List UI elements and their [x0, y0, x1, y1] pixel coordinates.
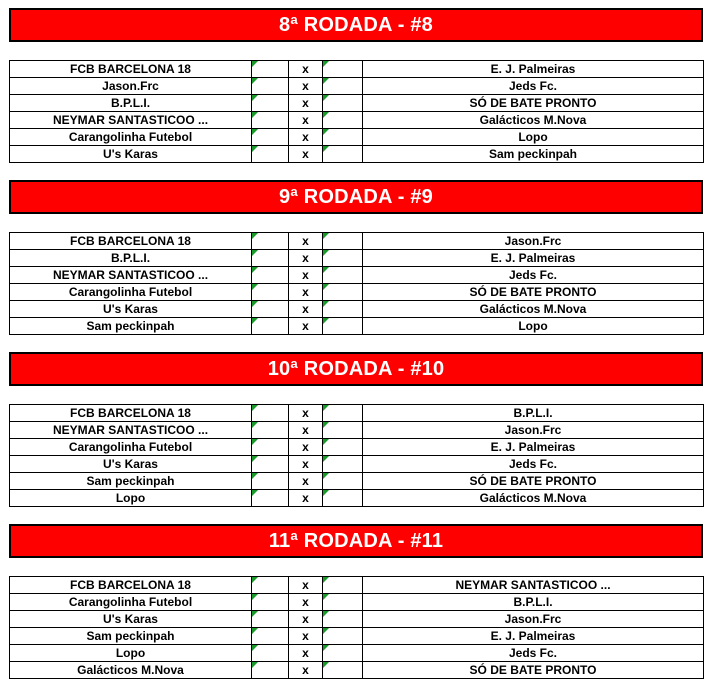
away-score-cell[interactable] — [323, 95, 363, 112]
home-team: Lopo — [10, 645, 252, 662]
away-score-cell[interactable] — [323, 233, 363, 250]
match-row — [10, 95, 704, 112]
away-team: B.P.L.I. — [363, 594, 704, 611]
match-row — [10, 645, 704, 662]
home-team: U's Karas — [10, 301, 252, 318]
away-score-cell[interactable] — [323, 112, 363, 129]
match-row — [10, 439, 704, 456]
home-team: Carangolinha Futebol — [10, 284, 252, 301]
away-team: SÓ DE BATE PRONTO — [363, 662, 704, 679]
match-table — [9, 60, 704, 163]
away-score-cell[interactable] — [323, 628, 363, 645]
home-team: Sam peckinpah — [10, 628, 252, 645]
home-score-cell[interactable] — [252, 112, 289, 129]
away-score-cell[interactable] — [323, 456, 363, 473]
away-score-cell[interactable] — [323, 611, 363, 628]
home-team: Sam peckinpah — [10, 318, 252, 335]
away-score-cell[interactable] — [323, 439, 363, 456]
away-team: E. J. Palmeiras — [363, 628, 704, 645]
match-row — [10, 233, 704, 250]
versus-label: x — [289, 577, 323, 594]
match-row — [10, 112, 704, 129]
versus-label: x — [289, 405, 323, 422]
round-block — [9, 352, 703, 505]
round-block — [9, 180, 703, 333]
away-team: SÓ DE BATE PRONTO — [363, 473, 704, 490]
match-row — [10, 78, 704, 95]
home-team: Jason.Frc — [10, 78, 252, 95]
home-score-cell[interactable] — [252, 95, 289, 112]
home-team: B.P.L.I. — [10, 250, 252, 267]
home-score-cell[interactable] — [252, 577, 289, 594]
match-row — [10, 405, 704, 422]
away-score-cell[interactable] — [323, 129, 363, 146]
home-score-cell[interactable] — [252, 78, 289, 95]
home-team: FCB BARCELONA 18 — [10, 61, 252, 78]
match-table — [9, 404, 704, 507]
away-score-cell[interactable] — [323, 490, 363, 507]
home-score-cell[interactable] — [252, 250, 289, 267]
versus-label: x — [289, 95, 323, 112]
away-score-cell[interactable] — [323, 250, 363, 267]
away-score-cell[interactable] — [323, 405, 363, 422]
versus-label: x — [289, 490, 323, 507]
away-team: E. J. Palmeiras — [363, 439, 704, 456]
away-team: Galácticos M.Nova — [363, 301, 704, 318]
versus-label: x — [289, 146, 323, 163]
round-title: 11ª RODADA - #11 — [9, 524, 703, 558]
home-team: Carangolinha Futebol — [10, 594, 252, 611]
match-row — [10, 577, 704, 594]
away-team: Jason.Frc — [363, 422, 704, 439]
versus-label: x — [289, 628, 323, 645]
away-team: Sam peckinpah — [363, 146, 704, 163]
versus-label: x — [289, 473, 323, 490]
versus-label: x — [289, 301, 323, 318]
home-score-cell[interactable] — [252, 594, 289, 611]
away-score-cell[interactable] — [323, 422, 363, 439]
home-team: Lopo — [10, 490, 252, 507]
versus-label: x — [289, 61, 323, 78]
away-team: E. J. Palmeiras — [363, 250, 704, 267]
home-score-cell[interactable] — [252, 611, 289, 628]
home-score-cell[interactable] — [252, 422, 289, 439]
match-row — [10, 146, 704, 163]
home-team: U's Karas — [10, 611, 252, 628]
away-score-cell[interactable] — [323, 146, 363, 163]
home-score-cell[interactable] — [252, 233, 289, 250]
away-score-cell[interactable] — [323, 78, 363, 95]
away-score-cell[interactable] — [323, 473, 363, 490]
home-score-cell[interactable] — [252, 284, 289, 301]
away-team: SÓ DE BATE PRONTO — [363, 95, 704, 112]
versus-label: x — [289, 439, 323, 456]
home-team: B.P.L.I. — [10, 95, 252, 112]
match-row — [10, 594, 704, 611]
versus-label: x — [289, 645, 323, 662]
away-score-cell[interactable] — [323, 645, 363, 662]
home-score-cell[interactable] — [252, 129, 289, 146]
versus-label: x — [289, 112, 323, 129]
match-table — [9, 232, 704, 335]
away-score-cell[interactable] — [323, 267, 363, 284]
away-score-cell[interactable] — [323, 301, 363, 318]
versus-label: x — [289, 611, 323, 628]
match-table — [9, 576, 704, 679]
away-score-cell[interactable] — [323, 577, 363, 594]
home-team: Carangolinha Futebol — [10, 129, 252, 146]
home-team: FCB BARCELONA 18 — [10, 405, 252, 422]
home-team: NEYMAR SANTASTICOO ... — [10, 422, 252, 439]
match-row — [10, 662, 704, 679]
away-team: Lopo — [363, 129, 704, 146]
match-row — [10, 611, 704, 628]
home-team: Sam peckinpah — [10, 473, 252, 490]
home-team: Carangolinha Futebol — [10, 439, 252, 456]
away-team: Jeds Fc. — [363, 78, 704, 95]
away-team: Galácticos M.Nova — [363, 112, 704, 129]
versus-label: x — [289, 78, 323, 95]
away-score-cell[interactable] — [323, 61, 363, 78]
away-team: Lopo — [363, 318, 704, 335]
home-score-cell[interactable] — [252, 146, 289, 163]
match-row — [10, 129, 704, 146]
match-row — [10, 284, 704, 301]
away-team: Jeds Fc. — [363, 456, 704, 473]
round-title: 9ª RODADA - #9 — [9, 180, 703, 214]
home-team: FCB BARCELONA 18 — [10, 577, 252, 594]
match-row — [10, 61, 704, 78]
home-score-cell[interactable] — [252, 405, 289, 422]
round-title: 8ª RODADA - #8 — [9, 8, 703, 42]
away-score-cell[interactable] — [323, 662, 363, 679]
home-team: U's Karas — [10, 456, 252, 473]
home-score-cell[interactable] — [252, 318, 289, 335]
home-team: Galácticos M.Nova — [10, 662, 252, 679]
home-score-cell[interactable] — [252, 645, 289, 662]
match-row — [10, 628, 704, 645]
round-block — [9, 8, 703, 161]
away-score-cell[interactable] — [323, 318, 363, 335]
match-row — [10, 267, 704, 284]
away-team: Jeds Fc. — [363, 267, 704, 284]
away-team: Jason.Frc — [363, 611, 704, 628]
versus-label: x — [289, 594, 323, 611]
match-row — [10, 422, 704, 439]
away-team: Galácticos M.Nova — [363, 490, 704, 507]
match-row — [10, 456, 704, 473]
away-team: SÓ DE BATE PRONTO — [363, 284, 704, 301]
away-score-cell[interactable] — [323, 594, 363, 611]
home-score-cell[interactable] — [252, 301, 289, 318]
match-row — [10, 490, 704, 507]
round-title: 10ª RODADA - #10 — [9, 352, 703, 386]
home-score-cell[interactable] — [252, 473, 289, 490]
away-team: NEYMAR SANTASTICOO ... — [363, 577, 704, 594]
match-row — [10, 473, 704, 490]
versus-label: x — [289, 250, 323, 267]
versus-label: x — [289, 662, 323, 679]
home-score-cell[interactable] — [252, 267, 289, 284]
home-score-cell[interactable] — [252, 61, 289, 78]
versus-label: x — [289, 267, 323, 284]
match-row — [10, 250, 704, 267]
home-score-cell[interactable] — [252, 628, 289, 645]
round-block — [9, 524, 703, 677]
versus-label: x — [289, 456, 323, 473]
home-team: U's Karas — [10, 146, 252, 163]
versus-label: x — [289, 318, 323, 335]
away-team: B.P.L.I. — [363, 405, 704, 422]
home-team: NEYMAR SANTASTICOO ... — [10, 112, 252, 129]
versus-label: x — [289, 422, 323, 439]
away-team: E. J. Palmeiras — [363, 61, 704, 78]
away-score-cell[interactable] — [323, 284, 363, 301]
home-score-cell[interactable] — [252, 456, 289, 473]
home-score-cell[interactable] — [252, 662, 289, 679]
match-row — [10, 301, 704, 318]
versus-label: x — [289, 284, 323, 301]
home-team: NEYMAR SANTASTICOO ... — [10, 267, 252, 284]
home-score-cell[interactable] — [252, 490, 289, 507]
match-row — [10, 318, 704, 335]
versus-label: x — [289, 233, 323, 250]
home-score-cell[interactable] — [252, 439, 289, 456]
home-team: FCB BARCELONA 18 — [10, 233, 252, 250]
away-team: Jason.Frc — [363, 233, 704, 250]
away-team: Jeds Fc. — [363, 645, 704, 662]
versus-label: x — [289, 129, 323, 146]
